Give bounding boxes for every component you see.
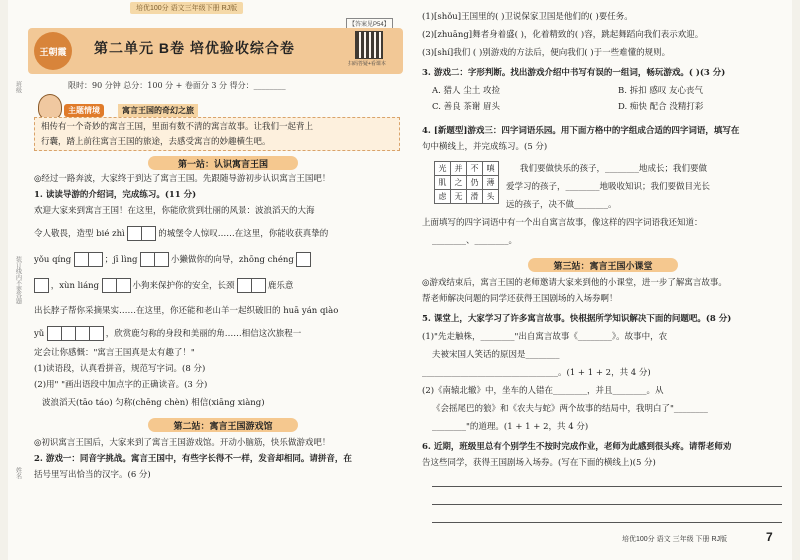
intro-line: 相传有一个奇妙的寓言王国，里面有数不清的寓言故事。让我们一起背上 [41, 122, 314, 132]
question-2-line: 括号里写出恰当的汉字。(6 分) [34, 470, 151, 480]
fill-line[interactable]: (2)《南辕北辙》中，坐车的人错在________，并且________。从 [422, 386, 664, 396]
answer-boxes[interactable] [237, 278, 265, 293]
brand-logo: 王朝霞 [34, 32, 72, 70]
series-tag: 培优100分 语文三年级下册 RJ版 [130, 2, 243, 14]
fill-line[interactable]: ________________________________。(1 + 1 + 2，共 4 分) [422, 368, 651, 378]
station-1-header: 第一站：认识寓言王国 [148, 156, 298, 170]
station-3-intro: ◎游戏结束后，寓言王国的老师邀请大家来到他的小课堂，进一步了解寓言故事。 [422, 278, 727, 288]
passage-line: 出长脖子帮你采摘果实……在这里，你还能和老山羊一起织破旧的 huā yán qiào [34, 306, 339, 316]
character-grid [434, 161, 499, 204]
option-b[interactable]: B. 拆扣 感叹 友心丧气 [618, 86, 704, 96]
binding-margin [8, 0, 28, 560]
station-3-intro: 帮老师解决问题的同学还获得王国剧场的入场券啊！ [422, 294, 618, 304]
pinyin-text: 令人敬畏，造型 bié zhì [34, 229, 125, 239]
question-5-title: 5. 课堂上，大家学习了许多寓言故事。快根据所学知识解决下面的问题吧。(8 分) [422, 314, 732, 324]
grid-cell: 肌 [435, 176, 451, 190]
station-3-header: 第三站：寓言王国小课堂 [528, 258, 678, 272]
qr-code-icon [355, 31, 383, 59]
answer-line[interactable] [432, 522, 782, 523]
fill-line[interactable]: 爱学习的孩子，________地吸收知识；我们要做目光长 [506, 182, 711, 192]
grid-cell: 之 [451, 176, 467, 190]
answer-reference: 【答案见P54】 [346, 18, 393, 29]
name-label: 姓名 [14, 466, 22, 479]
question-1-title: 1. 读读导游的介绍词，完成练习。(11 分) [34, 190, 197, 200]
footer-series: 培优100分 语文 三年级 下册 RJ版 [622, 536, 728, 543]
fill-line[interactable]: 远的孩子，决不做________。 [506, 200, 617, 210]
q4-followup: 上面填写的四字词语中有一个出自寓言故事，像这样的四字词语我还知道： [422, 218, 703, 228]
homophone-item[interactable]: (1)[shǒu]王国里的( )卫说保家卫国是他们的( )要任务。 [422, 12, 633, 22]
passage-line: 欢迎大家来到寓言王国！在这里，你能欣赏到壮丽的风景：波浪滔天的大海 [34, 206, 315, 216]
grid-cell: 光 [435, 162, 451, 176]
passage-text: 小狗来保护你的安全，长颈 [132, 281, 235, 291]
question-6-line: 告这些同学，获得王国剧场入场券。(写在下面的横线上)(5 分) [422, 458, 656, 468]
grid-cell: 无 [451, 190, 467, 204]
answer-boxes[interactable] [74, 252, 102, 267]
passage-line [34, 226, 328, 241]
answer-line[interactable] [432, 486, 782, 487]
passage-text: 鹿乐意 [267, 281, 294, 291]
grid-cell: 不 [467, 162, 483, 176]
fill-line[interactable]: (1)"先走触株，________"出自寓言故事《________》。故事中，农 [422, 332, 668, 342]
answer-boxes[interactable] [102, 278, 130, 293]
homophone-item[interactable]: (3)[shí]我们 ( )别游戏的方法后，便向我们( )于一些难懂的规则。 [422, 48, 671, 58]
option-c[interactable]: C. 善良 茶谢 眉头 [432, 102, 501, 112]
passage-line [34, 278, 293, 293]
theme-label: 主题情境 [64, 104, 104, 117]
intro-line: 行囊，踏上前往寓言王国的旅途，去感受寓言的妙趣横生吧。 [41, 137, 271, 147]
question-3-title: 3. 游戏二：字形判断。找出游戏介绍中书写有误的一组词，畅玩游戏。( )(3 分) [422, 68, 726, 78]
exam-meta: 限时：90 分钟 总分：100 分 + 卷面分 3 分 得分：________ [68, 81, 286, 90]
passage-line [34, 326, 301, 341]
passage-text: ，欣赏鹿匀称的身段和美丽的角……相信这次旅程一 [105, 329, 302, 339]
passage-line: 定会让你感慨："寓言王国真是太有趣了！" [34, 348, 195, 358]
homophone-item[interactable]: (2)[zhuāng]舞者身着盛( )，化着精致的( )容，跳起舞蹈向我们表示欢迎。 [422, 30, 704, 40]
sub-question: (2)用" "画出语段中加点字的正确读音。(3 分) [34, 380, 208, 390]
question-4-line: 句中横线上，并完成练习。(5 分) [422, 142, 548, 152]
grid-cell: 仍 [467, 176, 483, 190]
fill-line[interactable]: 夫被宋国人笑话的原因是________ [432, 350, 560, 360]
page-title: 第二单元 B卷 培优验收综合卷 [94, 40, 295, 56]
grid-cell: 薄 [483, 176, 499, 190]
grid-cell: 并 [451, 162, 467, 176]
grid-cell: 滑 [467, 190, 483, 204]
answer-boxes[interactable] [34, 278, 48, 293]
page-number: 7 [766, 530, 773, 544]
question-4-title: 4. [新题型]游戏三：四字词语乐园。用下面方格中的字组成合适的四字词语，填写在 [422, 126, 740, 136]
passage-line [34, 252, 310, 267]
answer-boxes[interactable] [47, 326, 103, 341]
option-d[interactable]: D. 痴快 配合 没精打彩 [618, 102, 704, 112]
pinyin-text: 小獭做你的向导，zhōng chéng [170, 255, 294, 265]
intro-box [34, 117, 400, 151]
fill-line[interactable]: 《会摇尾巴的狼》和《农夫与蛇》两个故事的结局中，我明白了"________ [432, 404, 708, 414]
answer-boxes[interactable] [140, 252, 168, 267]
pinyin-text: yǔ [34, 329, 45, 339]
fill-line[interactable]: 我们要做快乐的孩子，________地成长；我们要做 [520, 164, 708, 174]
pinyin-text: ，xùn liáng [50, 281, 100, 291]
sub-question: (1)读语段，认真看拼音，规范写字词。(8 分) [34, 364, 206, 374]
question-2-title: 2. 游戏一：同音字挑战。寓言王国中，有些字长得不一样，发音却相同。请拼音，在 [34, 454, 352, 464]
pinyin-text: ；jī lìng [104, 255, 138, 265]
theme-title: 寓言王国的奇幻之旅 [118, 104, 198, 117]
worksheet-page [8, 0, 792, 560]
station-2-header: 第二站：寓言王国游戏馆 [148, 418, 298, 432]
fill-line[interactable]: ________"的道理。(1 + 1 + 2，共 4 分) [432, 422, 589, 432]
answer-boxes[interactable] [127, 226, 155, 241]
pinyin-text: yǒu qíng [34, 255, 72, 265]
station-2-intro: ◎初识寓言王国后，大家来到了寓言王国游戏馆。开动小脑筋，快乐做游戏吧！ [34, 438, 331, 448]
station-1-intro: ◎经过一路奔波，大家终于到达了寓言王国。先跟随导游初步认识寓言王国吧！ [34, 174, 331, 184]
pronunciation-options[interactable]: 波浪滔天(tāo táo) 匀称(chēng chèn) 相信(xiāng xiàng) [42, 398, 265, 408]
answer-line[interactable] [432, 504, 782, 505]
grid-cell: 虑 [435, 190, 451, 204]
grid-cell: 嗔 [483, 162, 499, 176]
fill-line[interactable]: ________、________。 [432, 236, 518, 246]
option-a[interactable]: A. 猎人 尘土 攻捡 [432, 86, 500, 96]
grid-cell: 头 [483, 190, 499, 204]
passage-text: 的城堡令人惊叹……在这里，你能收获真挚的 [158, 229, 329, 239]
class-label: 班级 [14, 81, 22, 94]
question-6-title: 6. 近期，班级里总有个别学生不按时完成作业，老师为此感到很头疼。请帮老师劝 [422, 442, 732, 452]
binding-note: 装订线内不要答题 [14, 255, 22, 304]
qr-label: 扫码答疑+看课本 [348, 61, 386, 67]
answer-boxes[interactable] [296, 252, 310, 267]
